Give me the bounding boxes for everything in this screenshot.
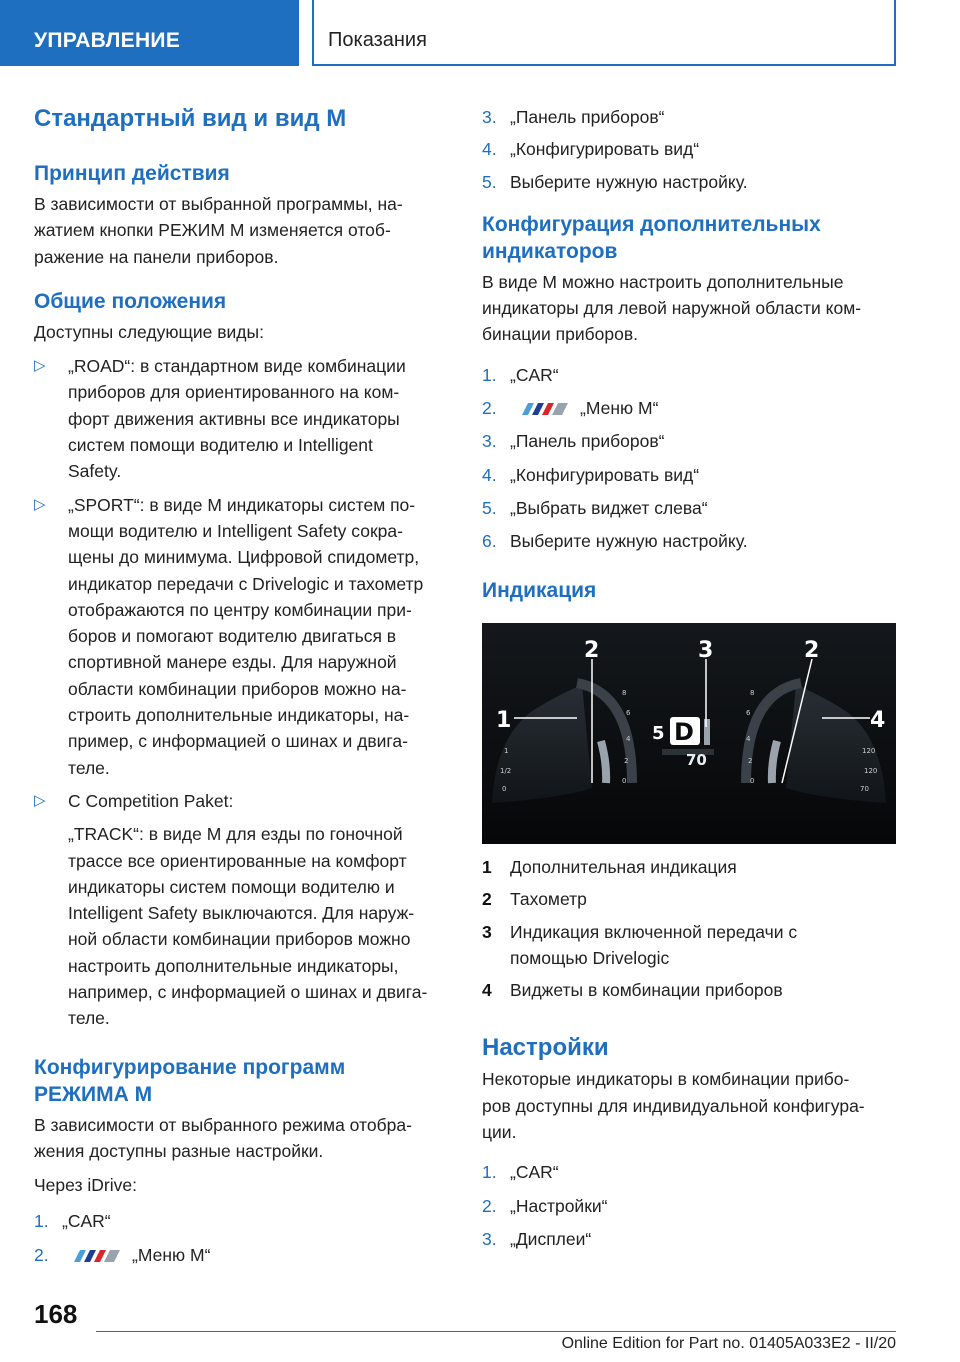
- text-line: В зависимости от выбранного режима отобра-: [34, 1114, 412, 1135]
- text-line: боров и помогают водителю двигаться в: [68, 626, 397, 647]
- callout-3: 3: [698, 638, 714, 663]
- text-line: жения доступны разные настройки.: [34, 1140, 324, 1161]
- callout-2: 2: [584, 638, 600, 663]
- bullet-competition: [34, 788, 454, 814]
- footer-edition: Online Edition for Part no. 01405A033E2 - II/20: [561, 1335, 896, 1352]
- step-number: 3.: [482, 107, 497, 127]
- text-line: Дополнительная индикация: [510, 857, 737, 877]
- step-number: 1.: [34, 1210, 49, 1231]
- step-number: 4.: [482, 464, 497, 485]
- heading-line: индикаторов: [482, 239, 618, 263]
- svg-text:120: 120: [862, 747, 876, 755]
- m-logo-icon: [512, 402, 568, 416]
- step-number: 2.: [482, 398, 497, 419]
- text-line: теле.: [68, 757, 110, 778]
- text-line: помощью Drivelogic: [510, 947, 670, 968]
- paragraph-extra: [482, 269, 902, 348]
- speed-value: 70: [686, 751, 707, 769]
- svg-text:6: 6: [626, 709, 631, 717]
- legend-item: [482, 977, 902, 1003]
- svg-text:2: 2: [748, 757, 753, 765]
- paragraph-settings: [482, 1066, 902, 1145]
- list-item: [482, 528, 902, 554]
- right-column-lower: [482, 854, 902, 1252]
- step-number: 1.: [482, 1162, 497, 1183]
- step-text: „Меню М“: [132, 1244, 211, 1265]
- step-text: „CAR“: [510, 364, 559, 385]
- list-item: [482, 395, 902, 421]
- heading-general: Общие положения: [34, 289, 227, 313]
- legend-number: 3: [482, 921, 492, 942]
- text-line: Виджеты в комбинации приборов: [510, 980, 783, 1001]
- svg-text:8: 8: [750, 689, 755, 697]
- step-text: „Конфигурировать вид“: [510, 139, 700, 160]
- topic-title: Показания: [328, 29, 427, 51]
- text-line: пример, с информацией о шинах и двига-: [68, 731, 408, 752]
- text-line: систем помощи водителю и Intelligent: [68, 435, 373, 456]
- step-text: „Дисплеи“: [510, 1228, 592, 1249]
- text-line: отображаются по центру комбинации при-: [68, 599, 412, 620]
- heading-config-programs: [34, 1054, 454, 1108]
- svg-text:4: 4: [746, 735, 751, 743]
- text-line: индикаторы для левой наружной области ком-: [482, 298, 862, 319]
- bullet-sport: [34, 492, 454, 781]
- cluster-illustration: [482, 623, 896, 844]
- triangle-bullet-icon: ▷: [34, 495, 46, 513]
- heading-line: Конфигурирование программ: [34, 1055, 346, 1079]
- m-logo-icon: [64, 1249, 120, 1263]
- text-line: трассе все ориентированные на комфорт: [68, 850, 407, 871]
- text-line: ров доступны для индивидуальной конфигура-: [482, 1095, 865, 1116]
- text-line: бинации приборов.: [482, 324, 638, 345]
- instrument-cluster-image: [482, 623, 896, 844]
- paragraph-general: Доступны следующие виды:: [34, 321, 264, 342]
- text-line: „ROAD“: в стандартном виде комбинации: [68, 356, 406, 377]
- step-number: 4.: [482, 139, 497, 160]
- text-line: мощи водителю и Intelligent Safety сокра-: [68, 520, 403, 541]
- step-text: „Выбрать виджет слева“: [510, 497, 708, 518]
- heading-extra-indicators: [482, 211, 902, 265]
- legend-item: [482, 919, 902, 972]
- paragraph-config: [34, 1112, 454, 1165]
- text-line: теле.: [68, 1008, 110, 1029]
- step-number: 1.: [482, 364, 497, 385]
- legend-number: 4: [482, 980, 492, 1001]
- triangle-bullet-icon: ▷: [34, 791, 46, 809]
- section-tab: [0, 0, 299, 66]
- text-line: ной области комбинации приборов можно: [68, 929, 411, 950]
- text-line: спортивной манере езды. Для наружной: [68, 652, 397, 673]
- heading-display: Индикация: [482, 578, 597, 602]
- step-text: „Конфигурировать вид“: [510, 464, 700, 485]
- section-title: УПРАВЛЕНИЕ: [34, 29, 181, 52]
- svg-text:0: 0: [622, 777, 627, 785]
- text-line: настроить дополнительные индикаторы,: [68, 955, 399, 976]
- step-number: 2.: [482, 1195, 497, 1216]
- via-idrive: Через iDrive:: [34, 1175, 137, 1196]
- step-number: 2.: [34, 1244, 49, 1265]
- step-number: 5.: [482, 171, 497, 192]
- step-text: „Меню М“: [580, 398, 659, 419]
- step-text: „CAR“: [510, 1162, 559, 1183]
- text-line: В виде М можно настроить дополнительные: [482, 271, 844, 292]
- list-item: [482, 1226, 902, 1252]
- heading-principle: Принцип действия: [34, 162, 230, 185]
- svg-text:0: 0: [750, 777, 755, 785]
- paragraph-track: [34, 821, 454, 1031]
- heading-line: Конфигурация дополнительных: [482, 212, 821, 236]
- step-text: „Панель приборов“: [510, 107, 665, 127]
- text-line: жатием кнопки РЕЖИМ М изменяется отоб-: [34, 220, 391, 241]
- heading-settings: Настройки: [482, 1034, 609, 1062]
- svg-text:1/2: 1/2: [500, 767, 512, 775]
- legend-item: [482, 854, 902, 880]
- paragraph-principle: [34, 191, 454, 270]
- text-line: приборов для ориентированного на ком-: [68, 382, 400, 403]
- svg-text:70: 70: [860, 785, 869, 793]
- callout-2b: 2: [804, 638, 820, 663]
- list-item: [482, 495, 902, 521]
- svg-text:0: 0: [502, 785, 507, 793]
- step-text: Выберите нужную настройку.: [510, 171, 748, 192]
- text-line: Intelligent Safety выключаются. Для наруж-: [68, 903, 415, 924]
- step-text: „Настройки“: [510, 1195, 608, 1216]
- right-column: [482, 104, 902, 604]
- list-item: [482, 362, 902, 388]
- list-item: [482, 104, 902, 130]
- step-text: „CAR“: [62, 1210, 111, 1231]
- text-line: форт движения активны все индикаторы: [68, 408, 400, 429]
- list-item: [482, 428, 902, 454]
- text-line: С Competition Paket:: [68, 790, 234, 811]
- text-line: ражение на панели приборов.: [34, 246, 279, 267]
- text-line: В зависимости от выбранной программы, на-: [34, 194, 403, 214]
- text-line: например, с информацией о шинах и двига-: [68, 982, 428, 1003]
- text-line: Индикация включенной передачи с: [510, 921, 798, 942]
- legend-item: [482, 886, 902, 912]
- legend-number: 2: [482, 889, 492, 910]
- step-number: 6.: [482, 531, 497, 552]
- callout-4: 4: [870, 708, 886, 733]
- svg-text:120: 120: [864, 767, 878, 775]
- callout-1: 1: [496, 708, 512, 733]
- triangle-bullet-icon: ▷: [34, 357, 46, 375]
- svg-text:6: 6: [746, 709, 751, 717]
- step-text: Выберите нужную настройку.: [510, 531, 748, 552]
- list-item: [482, 136, 902, 162]
- step-number: 5.: [482, 497, 497, 518]
- heading-line: РЕЖИМА М: [34, 1082, 153, 1106]
- text-line: „TRACK“: в виде М для езды по гоночной: [68, 824, 403, 845]
- left-column: [34, 100, 454, 1268]
- list-item: [482, 1193, 902, 1219]
- page-title: Стандартный вид и вид М: [34, 105, 347, 132]
- text-line: индикатор передачи с Drivelogic и тахометр: [68, 573, 424, 594]
- text-line: области комбинации приборов можно на-: [68, 678, 407, 699]
- text-line: Некоторые индикаторы в комбинации прибо-: [482, 1069, 850, 1090]
- svg-text:2: 2: [624, 757, 629, 765]
- text-line: ции.: [482, 1122, 517, 1143]
- text-line: „SPORT“: в виде М индикаторы систем по-: [68, 494, 416, 515]
- legend-number: 1: [482, 857, 492, 877]
- list-item: [34, 1208, 454, 1234]
- text-line: Safety.: [68, 461, 122, 482]
- text-line: строить дополнительные индикаторы, на-: [68, 705, 410, 726]
- list-item: [482, 462, 902, 488]
- svg-text:8: 8: [622, 689, 627, 697]
- step-text: „Панель приборов“: [510, 431, 665, 452]
- svg-text:1: 1: [504, 747, 509, 755]
- list-item: [482, 1159, 902, 1185]
- step-number: 3.: [482, 1228, 497, 1249]
- list-item: [482, 169, 902, 195]
- step-number: 3.: [482, 431, 497, 452]
- bullet-road: [34, 353, 454, 484]
- topic-tab: [312, 0, 896, 66]
- text-line: Тахометр: [510, 889, 587, 910]
- page-number: 168: [34, 1299, 78, 1329]
- gear-indicator: D: [674, 718, 694, 746]
- text-line: индикаторы систем помощи водителю и: [68, 876, 395, 897]
- list-item: [34, 1242, 454, 1268]
- gear-prefix: 5: [652, 723, 665, 744]
- svg-text:4: 4: [626, 735, 631, 743]
- text-line: щены до минимума. Цифровой спидометр,: [68, 547, 420, 568]
